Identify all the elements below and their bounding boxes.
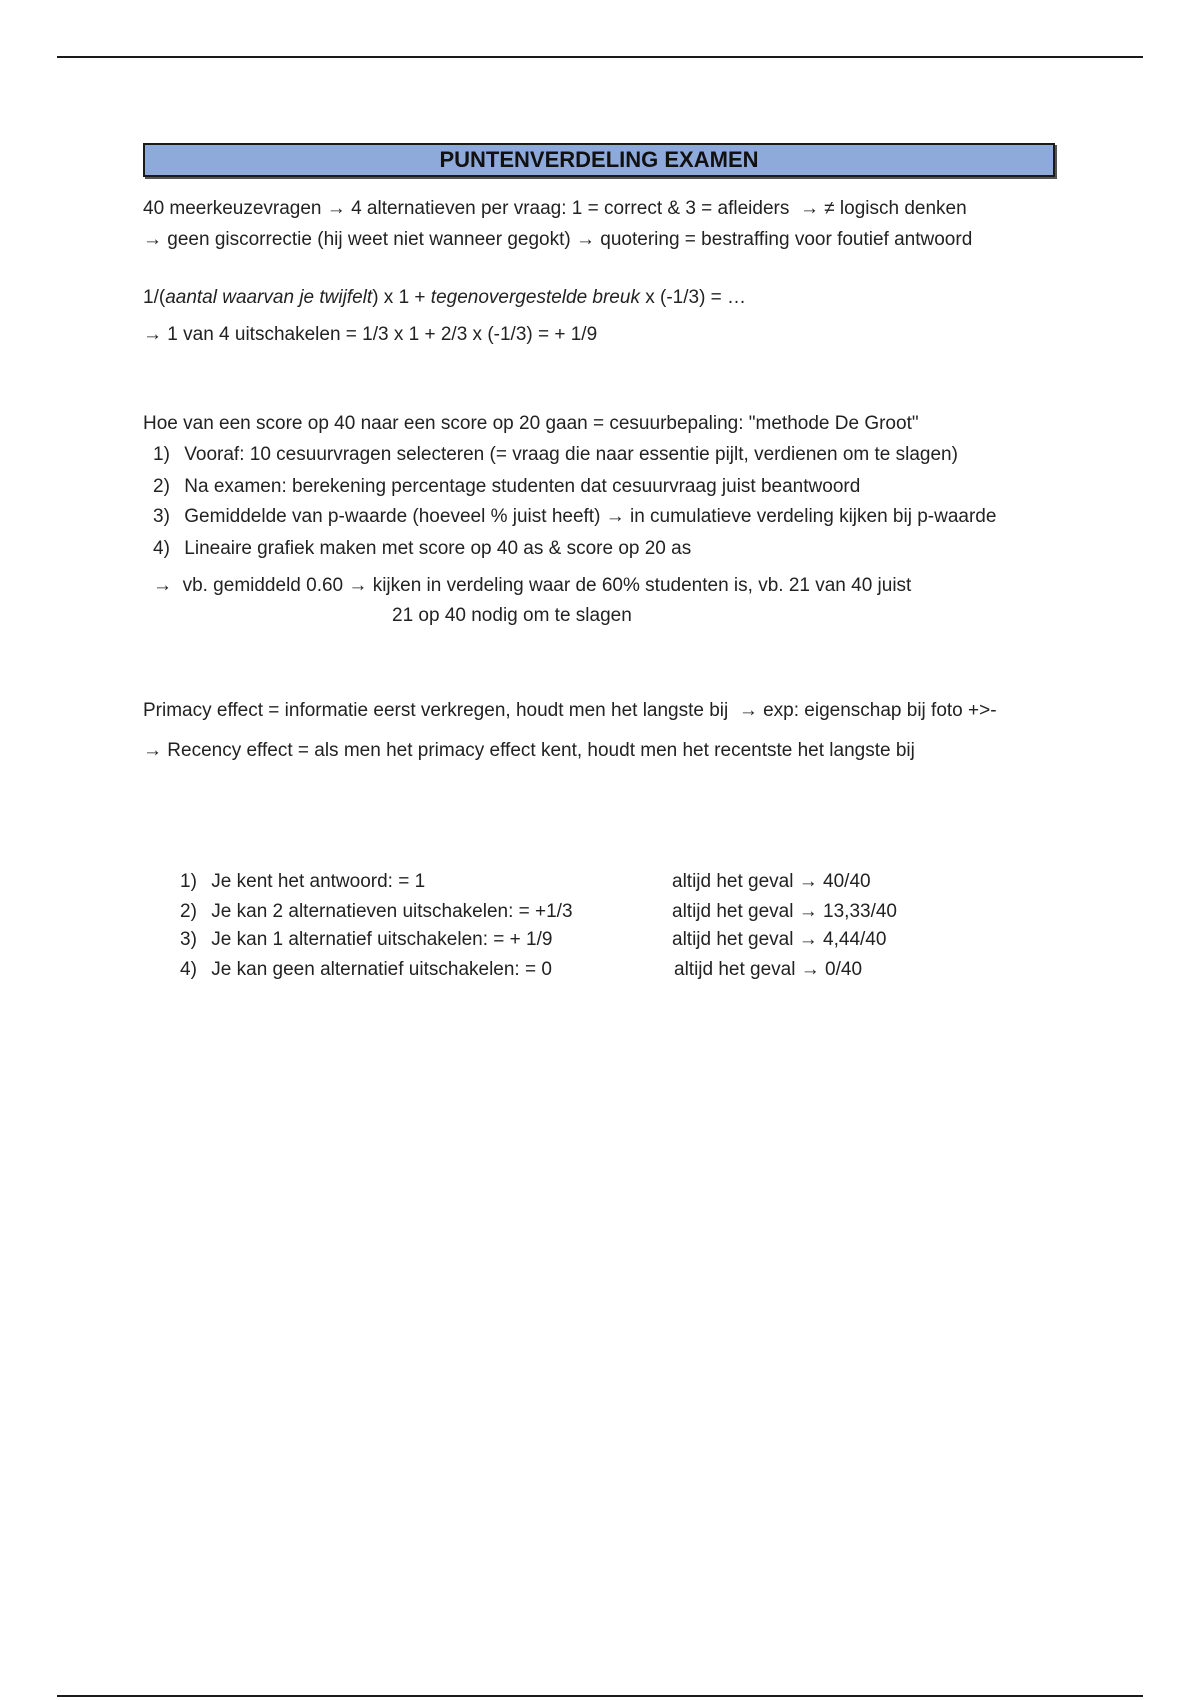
arrow-right-icon: → [143, 324, 162, 345]
item-number: 4) [180, 959, 197, 980]
score-value: 13,33/40 [823, 901, 897, 922]
intro-text: quotering = bestraffing voor foutief antwoord [600, 229, 973, 250]
cesuur-item [153, 444, 958, 466]
item-number: 1) [153, 444, 170, 465]
primacy-text: Primacy effect = informatie eerst verkregen, houdt men het langste bij [143, 700, 729, 721]
score-label: Je kan 2 alternatieven uitschakelen: = +1/3 [211, 901, 573, 922]
score-value: 0/40 [825, 959, 863, 980]
score-label: Je kan 1 alternatief uitschakelen: = + 1/9 [211, 929, 553, 950]
arrow-right-icon: → [143, 740, 162, 761]
score-label: Je kan geen alternatief uitschakelen: = 0 [211, 959, 552, 980]
bottom-rule [57, 1695, 1143, 1697]
arrow-right-icon: → [348, 575, 368, 596]
intro-text: 4 alternatieven per vraag: 1 = correct & 3 = afleiders [351, 198, 790, 219]
arrow-right-icon: → [605, 506, 625, 527]
item-text: Na examen: berekening percentage studenten dat cesuurvraag juist beantwoord [184, 476, 861, 497]
intro-text: ≠ logisch denken [824, 198, 967, 219]
item-number: 4) [153, 538, 170, 559]
intro-text: geen giscorrectie (hij weet niet wanneer gegokt) [167, 229, 571, 250]
score-result [672, 871, 871, 893]
item-text: Vooraf: 10 cesuurvragen selecteren (= vraag die naar essentie pijlt, verdienen om te slagen) [184, 444, 958, 465]
item-text: in cumulatieve verdeling kijken bij p-waarde [629, 506, 997, 527]
arrow-right-icon: → [153, 575, 172, 596]
cesuur-item [153, 506, 996, 528]
formula-example-text: 1 van 4 uitschakelen = 1/3 x 1 + 2/3 x (-1/3) = + 1/9 [167, 324, 598, 345]
formula-text: 1/( [143, 287, 166, 308]
primacy-line [143, 700, 997, 722]
item-text: Gemiddelde van p-waarde (hoeveel % juist heeft) [184, 506, 601, 527]
formula-example [143, 324, 597, 346]
arrow-right-icon: → [800, 959, 820, 980]
formula-text: x (-1/3) = … [639, 287, 747, 308]
score-result-text: altijd het geval [672, 871, 794, 892]
item-number: 3) [153, 506, 170, 527]
intro-line-1 [143, 198, 967, 220]
top-rule [57, 56, 1143, 58]
arrow-right-icon: → [799, 198, 819, 219]
page-title [143, 143, 1055, 177]
score-value: 4,44/40 [823, 929, 887, 950]
arrow-right-icon: → [738, 700, 758, 721]
score-value: 40/40 [823, 871, 871, 892]
cesuur-intro: Hoe van een score op 40 naar een score op 20 gaan = cesuurbepaling: "methode De Groot" [143, 413, 919, 434]
item-text: Lineaire grafiek maken met score op 40 as & score op 20 as [184, 538, 692, 559]
intro-text: 40 meerkeuzevragen [143, 198, 322, 219]
recency-text: Recency effect = als men het primacy effect kent, houdt men het recentste het langste bij [167, 740, 915, 761]
page-title-text: PUNTENVERDELING EXAMEN [439, 147, 759, 172]
arrow-right-icon: → [798, 871, 818, 892]
score-result-text: altijd het geval [674, 959, 796, 980]
score-result-text: altijd het geval [672, 901, 794, 922]
item-number: 2) [153, 476, 170, 497]
formula-line [143, 287, 746, 309]
item-number: 3) [180, 929, 197, 950]
arrow-right-icon: → [326, 198, 346, 219]
recency-line [143, 740, 915, 762]
formula-text: ) x 1 + [372, 287, 431, 308]
item-number: 2) [180, 901, 197, 922]
primacy-text: exp: eigenschap bij foto +>- [763, 700, 997, 721]
score-label: Je kent het antwoord: = 1 [211, 871, 426, 892]
score-result [674, 959, 862, 981]
item-number: 1) [180, 871, 197, 892]
example-text: vb. gemiddeld 0.60 [182, 575, 344, 596]
score-row [180, 959, 552, 981]
cesuur-item [153, 476, 860, 498]
score-row [180, 901, 573, 923]
arrow-right-icon: → [798, 901, 818, 922]
score-row [180, 871, 425, 893]
score-result [672, 929, 886, 951]
score-result [672, 901, 897, 923]
formula-italic-text: aantal waarvan je twijfelt [165, 287, 373, 308]
cesuur-example [153, 575, 911, 597]
intro-line-2 [143, 229, 972, 251]
arrow-right-icon: → [143, 229, 162, 250]
arrow-right-icon: → [798, 929, 818, 950]
score-result-text: altijd het geval [672, 929, 794, 950]
score-row [180, 929, 552, 951]
cesuur-example-cont: 21 op 40 nodig om te slagen [392, 605, 632, 626]
arrow-right-icon: → [576, 229, 596, 250]
cesuur-item [153, 538, 691, 560]
formula-italic-text: tegenovergestelde breuk [430, 287, 640, 308]
example-text: kijken in verdeling waar de 60% studenten is, vb. 21 van 40 juist [372, 575, 912, 596]
